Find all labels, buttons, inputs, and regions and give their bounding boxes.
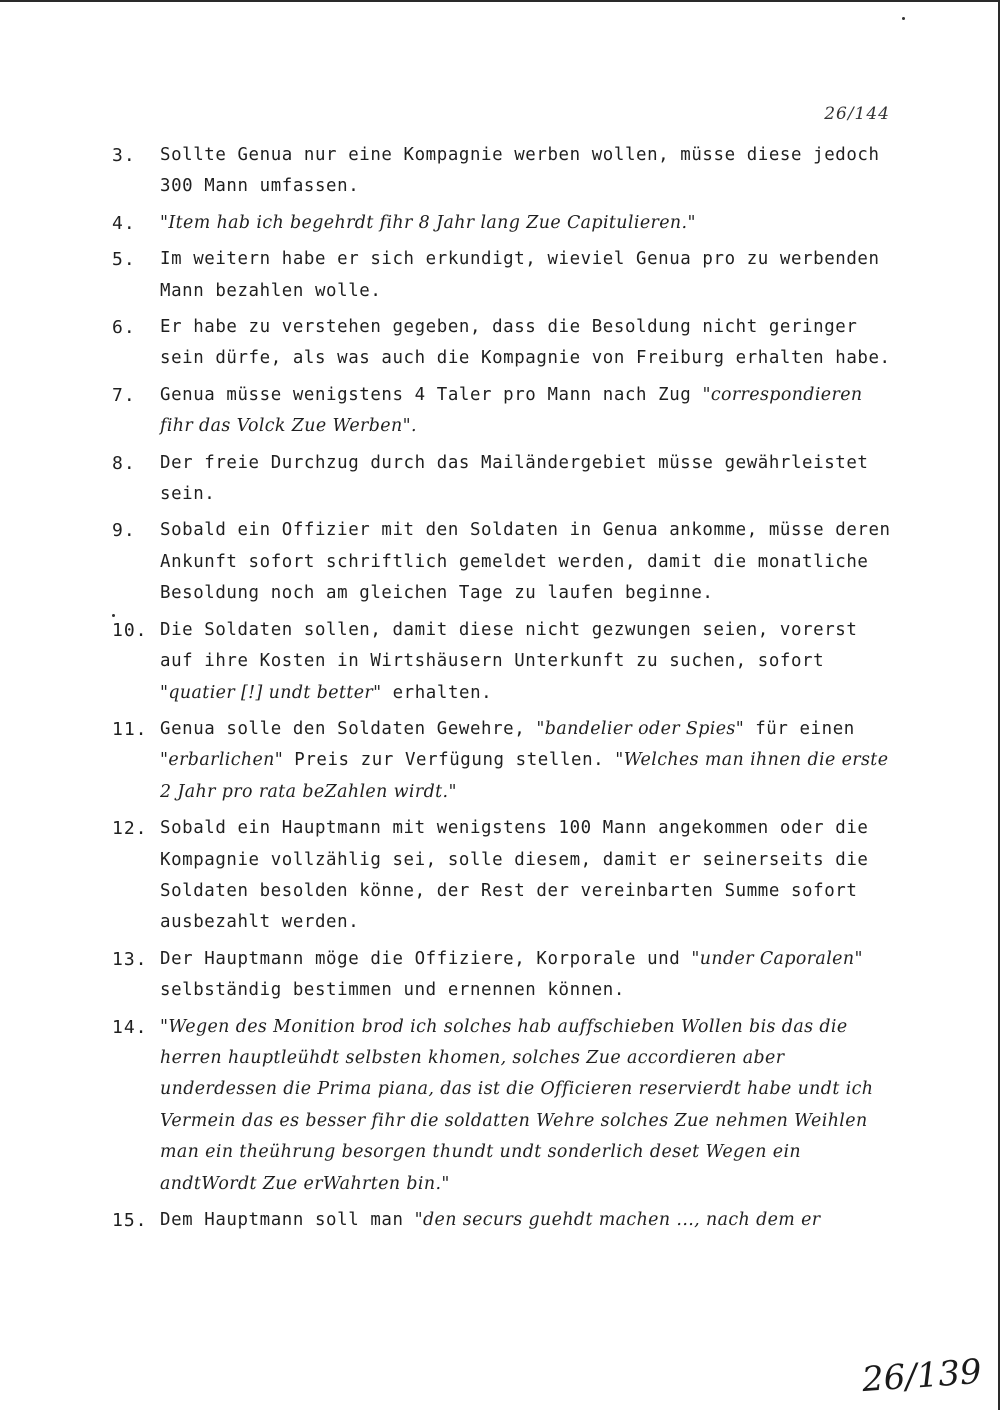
- list-item: [112, 448, 912, 511]
- text-segment: Im weitern habe er sich erkundigt, wieviel Genua pro zu werbenden Mann bezahlen wolle.: [160, 249, 880, 301]
- text-segment: Genua solle den Soldaten Gewehre,: [160, 718, 537, 739]
- quoted-text: "den securs guehdt machen ..., nach dem er: [414, 1210, 821, 1230]
- quoted-text: "erbarlichen": [160, 750, 284, 771]
- text-segment: erhalten.: [381, 682, 493, 703]
- item-number: 4.: [112, 212, 136, 234]
- item-number: 3.: [112, 145, 136, 166]
- item-text: [160, 515, 896, 609]
- item-text: [160, 615, 896, 709]
- list-item: [112, 714, 912, 808]
- item-text: [160, 944, 896, 1007]
- list-item: [112, 813, 912, 939]
- item-text: [160, 244, 896, 307]
- item-number: 9.: [112, 520, 136, 542]
- list-item: [112, 244, 912, 307]
- text-segment: Der freie Durchzug durch das Mailändergebiet müsse gewährleistet sein.: [160, 452, 869, 505]
- item-number: 15.: [112, 1210, 148, 1231]
- item-number: 7.: [112, 384, 136, 406]
- quoted-text: "correspondieren fihr das Volck Zue Werben".: [160, 384, 863, 437]
- item-number: 14.: [112, 1016, 148, 1038]
- quoted-text: "bandelier oder Spies": [536, 718, 745, 739]
- quoted-text: "under Caporalen": [691, 948, 863, 969]
- quoted-text: "quatier [!] undt better": [160, 682, 382, 703]
- list-item: [112, 1012, 912, 1200]
- list-item: [112, 944, 912, 1007]
- item-text: [160, 1012, 896, 1200]
- item-text: [160, 714, 896, 808]
- item-number: 11.: [112, 718, 148, 740]
- numbered-list: [112, 140, 912, 1241]
- item-text: [160, 1205, 896, 1236]
- text-segment: für einen: [744, 718, 855, 739]
- text-segment: Sollte Genua nur eine Kompagnie werben wollen, müsse diese jedoch 300 Mann umfassen.: [160, 145, 880, 197]
- item-number: 12.: [112, 818, 148, 840]
- text-segment: Dem Hauptmann soll man: [160, 1210, 415, 1230]
- item-text: [160, 208, 896, 239]
- text-segment: Genua müsse wenigstens 4 Taler pro Mann nach Zug: [160, 384, 703, 405]
- item-text: [160, 312, 896, 375]
- margin-dot: [112, 614, 115, 617]
- quoted-text: "Welches man ihnen die erste 2 Jahr pro rata beZahlen wirdt.": [160, 750, 889, 802]
- item-number: 8.: [112, 452, 136, 474]
- list-item: [112, 208, 912, 239]
- archive-stamp: 26/139: [861, 1351, 984, 1401]
- text-segment: Sobald ein Hauptmann mit wenigstens 100 Mann angekommen oder die Kompagnie vollzählig sei, solle diesem, damit er seinerseits die Soldaten besolden könne, der Rest der vereinbarten Summe sofort ausbezahlt werden.: [160, 818, 869, 933]
- page-number: 26/144: [824, 104, 890, 124]
- item-number: 5.: [112, 249, 136, 271]
- item-text: [160, 140, 896, 203]
- item-text: [160, 380, 896, 443]
- list-item: [112, 615, 912, 709]
- item-text: [160, 813, 896, 939]
- list-item: [112, 380, 912, 443]
- text-segment: selbständig bestimmen und ernennen können.: [160, 980, 625, 1001]
- quoted-text: "Item hab ich begehrdt fihr 8 Jahr lang Zue Capitulieren.": [160, 212, 696, 233]
- text-segment: Preis zur Verfügung stellen.: [283, 750, 616, 771]
- item-text: [160, 448, 896, 511]
- item-number: 13.: [112, 948, 148, 970]
- list-item: [112, 140, 912, 203]
- text-segment: Die Soldaten sollen, damit diese nicht gezwungen seien, vorerst auf ihre Kosten in Wirtshäusern Unterkunft zu suchen, sofort: [160, 619, 858, 672]
- list-item: [112, 312, 912, 375]
- text-segment: Er habe zu verstehen gegeben, dass die Besoldung nicht geringer sein dürfe, als was auch die Kompagnie von Freiburg erhalten habe.: [160, 317, 891, 369]
- quoted-text: "Wegen des Monition brod ich solches hab auffschieben Wollen bis das die herren hauptleühdt selbsten khomen, solches Zue accordieren aber underdessen die Prima piana, das ist die Officieren reservierdt habe undt ich Vermein das es besser fihr die soldatten Wehre solches Zue nehmen Weihlen man ein theührung besorgen thundt undt sonderlich deset Wegen ein andtWordt Zue erWahrten bin.": [160, 1016, 874, 1194]
- item-number: 10.: [112, 619, 148, 641]
- list-item: [112, 1205, 912, 1236]
- list-item: [112, 515, 912, 609]
- item-number: 6.: [112, 317, 136, 339]
- margin-dot: [902, 17, 905, 20]
- text-segment: Sobald ein Offizier mit den Soldaten in Genua ankomme, müsse deren Ankunft sofort schriftlich gemeldet werden, damit die monatliche Besoldung noch am gleichen Tage zu laufen beginne.: [160, 520, 891, 604]
- text-segment: Der Hauptmann möge die Offiziere, Korporale und: [160, 948, 692, 969]
